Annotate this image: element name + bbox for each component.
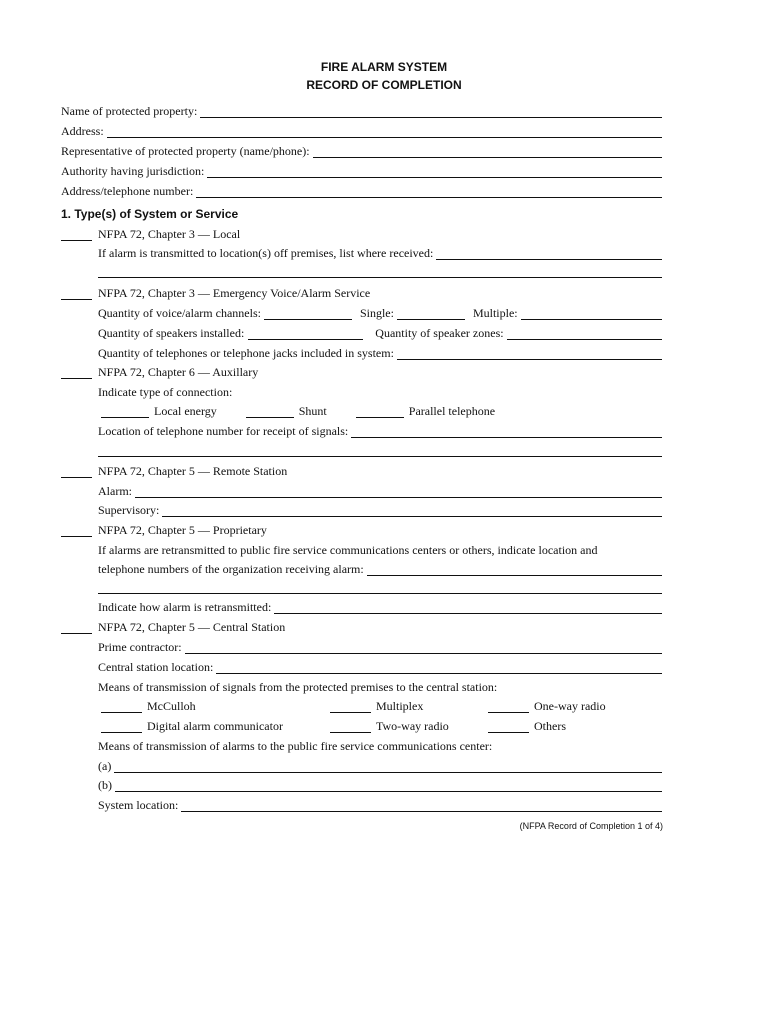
prime-contractor-row [98,640,662,654]
others-blank[interactable] [488,720,529,733]
evacs-checkbox-blank[interactable] [61,287,92,300]
offsite-extra-line[interactable] [98,277,662,278]
public-means-a-label: (a) [98,759,112,773]
phone-location-row [98,424,662,438]
auxiliary-row [61,365,258,379]
offsite-field[interactable] [436,247,662,260]
public-means-b-label: (b) [98,778,112,792]
ahj-row [61,164,662,178]
dac-blank[interactable] [101,720,142,733]
mcculloh-label: McCulloh [147,699,196,713]
public-means-a-row [98,759,662,773]
local-energy-label: Local energy [154,404,217,418]
one-way-radio-blank[interactable] [488,700,529,713]
retransmit-org-field[interactable] [367,563,662,576]
public-means-b-field[interactable] [115,779,662,792]
multiplex-label: Multiplex [376,699,424,713]
remote-alarm-row [98,484,662,498]
channels-row [98,306,662,320]
connection-type-label: Indicate type of connection: [98,385,233,399]
offsite-label: If alarm is transmitted to location(s) off premises, list where received: [98,246,434,260]
retransmit-extra-line[interactable] [98,593,662,594]
form-title: FIRE ALARM SYSTEM [320,60,448,74]
public-means-label: Means of transmission of alarms to the public fire service communications center: [98,739,493,753]
ahj-label: Authority having jurisdiction: [61,164,205,178]
retransmit-how-row [98,600,662,614]
phone-location-field[interactable] [351,425,662,438]
mcculloh-option [101,699,196,713]
dac-label: Digital alarm communicator [147,719,283,733]
remote-checkbox-blank[interactable] [61,465,92,478]
single-label: Single: [359,306,394,320]
central-location-field[interactable] [216,661,662,674]
retransmit-how-label: Indicate how alarm is retransmitted: [98,600,272,614]
local-row [61,227,240,241]
remote-alarm-label: Alarm: [98,484,132,498]
ahj-field[interactable] [207,165,662,178]
representative-row [61,144,662,158]
prime-contractor-label: Prime contractor: [98,640,182,654]
system-location-row [98,798,662,812]
phone-location-label: Location of telephone number for receipt of signals: [98,424,349,438]
proprietary-row [61,523,267,537]
mcculloh-blank[interactable] [101,700,142,713]
zones-field[interactable] [507,327,662,340]
remote-supervisory-row [98,503,662,517]
telephones-label: Quantity of telephones or telephone jacks included in system: [98,346,394,360]
form-subtitle: RECORD OF COMPLETION [306,78,462,92]
proprietary-label: NFPA 72, Chapter 5 — Proprietary [98,523,267,537]
single-field[interactable] [397,307,465,320]
others-label: Others [534,719,566,733]
address-field[interactable] [107,125,662,138]
representative-field[interactable] [313,145,662,158]
parallel-telephone-label: Parallel telephone [408,404,496,418]
page-footer: (NFPA Record of Completion 1 of 4) [519,821,663,831]
section-heading: 1. Type(s) of System or Service [61,207,239,221]
others-option [488,719,566,733]
multiple-label: Multiple: [472,306,518,320]
speakers-label: Quantity of speakers installed: [98,326,245,340]
means-row [98,680,497,694]
public-means-a-field[interactable] [114,760,662,773]
remote-label: NFPA 72, Chapter 5 — Remote Station [98,464,288,478]
offsite-row [98,246,662,260]
connection-type-row [98,385,232,399]
channels-field[interactable] [264,307,352,320]
representative-label: Representative of protected property (name/phone): [61,144,310,158]
address-row [61,124,662,138]
shunt-blank[interactable] [246,405,294,418]
one-way-radio-label: One-way radio [534,699,606,713]
public-means-row [98,739,492,753]
address-phone-field[interactable] [196,185,662,198]
auxiliary-label: NFPA 72, Chapter 6 — Auxillary [98,365,259,379]
two-way-radio-option [330,719,449,733]
central-location-row [98,660,662,674]
means-label: Means of transmission of signals from the protected premises to the central station: [98,680,498,694]
speakers-field[interactable] [248,327,363,340]
telephones-row [98,346,662,360]
local-label: NFPA 72, Chapter 3 — Local [98,227,241,241]
retransmit-text-line1: If alarms are retransmitted to public fire service communications centers or others, indicate location and [98,543,598,557]
speakers-row [98,326,662,340]
remote-supervisory-label: Supervisory: [98,503,160,517]
retransmit-how-field[interactable] [274,601,662,614]
property-name-field[interactable] [200,105,662,118]
zones-label: Quantity of speaker zones: [375,326,504,340]
central-row [61,620,285,634]
dac-option [101,719,283,733]
system-location-field[interactable] [181,799,662,812]
one-way-radio-option [488,699,606,713]
connection-options-row [101,404,495,418]
central-checkbox-blank[interactable] [61,621,92,634]
shunt-label: Shunt [298,404,327,418]
address-phone-label: Address/telephone number: [61,184,194,198]
central-location-label: Central station location: [98,660,214,674]
address-label: Address: [61,124,104,138]
telephones-field[interactable] [397,347,662,360]
proprietary-checkbox-blank[interactable] [61,524,92,537]
remote-row [61,464,287,478]
multiple-field[interactable] [521,307,662,320]
address-phone-row [61,184,662,198]
property-name-row [61,104,662,118]
evacs-label: NFPA 72, Chapter 3 — Emergency Voice/Alarm Service [98,286,371,300]
prime-contractor-field[interactable] [185,641,662,654]
two-way-radio-label: Two-way radio [376,719,449,733]
multiplex-blank[interactable] [330,700,371,713]
system-location-label: System location: [98,798,179,812]
two-way-radio-blank[interactable] [330,720,371,733]
central-label: NFPA 72, Chapter 5 — Central Station [98,620,286,634]
multiplex-option [330,699,423,713]
parallel-telephone-blank[interactable] [356,405,404,418]
local-checkbox-blank[interactable] [61,228,92,241]
public-means-b-row [98,778,662,792]
local-energy-blank[interactable] [101,405,149,418]
evacs-row [61,286,370,300]
phone-location-extra-line[interactable] [98,456,662,457]
remote-supervisory-field[interactable] [162,504,662,517]
retransmit-text-row [98,543,597,557]
property-name-label: Name of protected property: [61,104,198,118]
retransmit-org-row [98,562,662,576]
channels-label: Quantity of voice/alarm channels: [98,306,261,320]
retransmit-text-line2: telephone numbers of the organization receiving alarm: [98,562,364,576]
auxiliary-checkbox-blank[interactable] [61,366,92,379]
remote-alarm-field[interactable] [135,485,662,498]
